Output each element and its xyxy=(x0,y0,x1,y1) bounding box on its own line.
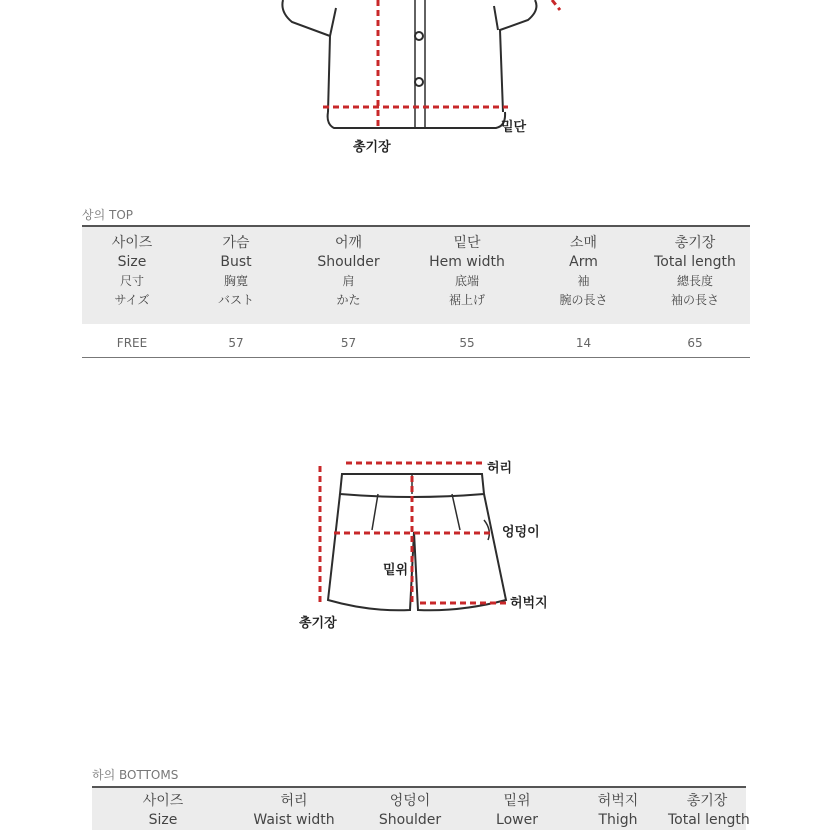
top-header-ja: サイズ xyxy=(82,291,182,324)
top-header-zh: 底端 xyxy=(407,272,527,291)
top-header-ko: 밑단 xyxy=(407,227,527,253)
top-value-cell: 57 xyxy=(228,336,244,350)
top-header-ko: 사이즈 xyxy=(82,227,182,253)
top-header-zh: 胸寛 xyxy=(182,272,290,291)
shirt-buttons xyxy=(415,32,423,86)
bottoms-header-ko: 허리 xyxy=(234,788,354,811)
bottoms-header-en: Shoulder xyxy=(354,811,466,830)
shorts-rise-label: 밑위 xyxy=(383,563,409,578)
shorts-thigh-label: 허벅지 xyxy=(510,596,548,611)
bottoms-header-ko: 엉덩이 xyxy=(354,788,466,811)
bottoms-header-ko: 사이즈 xyxy=(92,788,234,811)
top-header-ja: 袖の長さ xyxy=(640,291,750,324)
bottoms-header-ko-row xyxy=(92,788,746,811)
top-header-en-row xyxy=(82,253,750,272)
bottoms-header-en: Total length xyxy=(668,812,750,828)
shirt-length-label: 총기장 xyxy=(353,140,391,155)
top-table-bottom-rule xyxy=(82,357,750,358)
top-header-en: Hem width xyxy=(407,253,527,272)
shorts-length-label: 총기장 xyxy=(299,616,337,631)
bottoms-header-en: Waist width xyxy=(234,811,354,830)
bottoms-header-en-row xyxy=(92,811,746,830)
top-header-en: Size xyxy=(82,253,182,272)
shirt-hem-label: 밑단 xyxy=(501,120,527,135)
top-header-ja: 裾上げ xyxy=(407,291,527,324)
top-header-zh: 尺寸 xyxy=(82,272,182,291)
shirt-drawing xyxy=(282,0,536,128)
top-value-cell: FREE xyxy=(116,336,148,350)
shorts-hip-label: 엉덩이 xyxy=(502,525,540,540)
top-value-cell: 57 xyxy=(340,336,357,350)
shorts-waist-label: 허리 xyxy=(487,461,513,476)
bottoms-header-ko: 밑위 xyxy=(466,788,568,811)
top-header-zh: 袖 xyxy=(527,272,640,291)
top-header-ja-row xyxy=(82,291,750,324)
top-header-ko: 총기장 xyxy=(640,227,750,253)
bottoms-size-table xyxy=(92,788,750,830)
top-header-zh: 肩 xyxy=(290,272,407,291)
top-header-zh: 總長度 xyxy=(640,272,750,291)
top-size-table xyxy=(82,227,750,362)
shorts-drawing xyxy=(328,474,506,610)
bottoms-header-ko: 허벅지 xyxy=(568,788,668,811)
top-header-ko-row xyxy=(82,227,750,253)
top-header-ko: 어깨 xyxy=(290,227,407,253)
top-header-ja: かた xyxy=(290,291,407,324)
top-section-title: 상의 TOP xyxy=(82,208,134,222)
top-header-en: Bust xyxy=(182,253,290,272)
top-header-en: Total length xyxy=(640,253,750,272)
top-header-ja: バスト xyxy=(182,291,290,324)
top-value-cell: 14 xyxy=(575,336,592,350)
top-header-ko: 소매 xyxy=(527,227,640,253)
top-header-ko: 가슴 xyxy=(182,227,290,253)
top-header-ja: 腕の長さ xyxy=(527,291,640,324)
shirt-measure-lines xyxy=(323,0,560,128)
top-header-en: Arm xyxy=(527,253,640,272)
bottoms-header-en: Size xyxy=(92,811,234,830)
top-value-cell: 65 xyxy=(687,336,703,350)
top-header-en: Shoulder xyxy=(290,253,407,272)
bottoms-section-title: 하의 BOTTOMS xyxy=(92,768,179,782)
bottoms-header-en: Thigh xyxy=(568,811,668,830)
top-header-zh-row xyxy=(82,272,750,291)
top-value-cell: 55 xyxy=(459,336,475,350)
bottoms-header-en: Lower xyxy=(466,811,568,830)
bottoms-header-ko: 총기장 xyxy=(668,788,746,811)
